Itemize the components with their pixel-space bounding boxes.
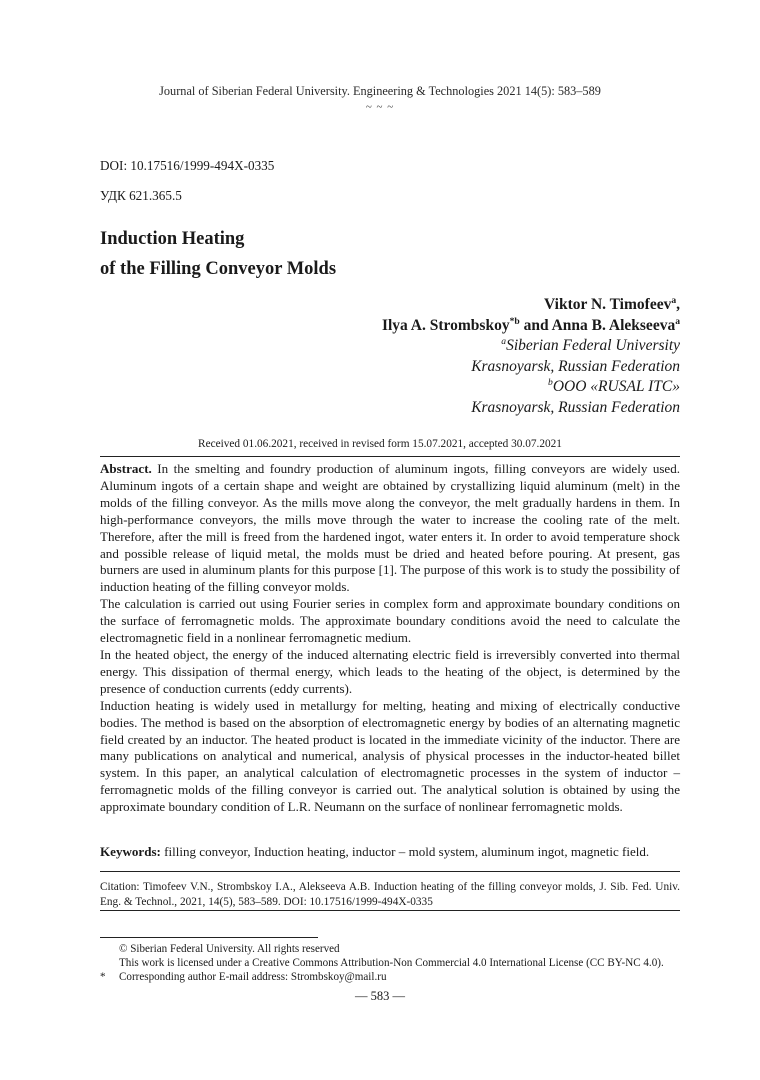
author-1: Viktor N. Timofeev [544,296,672,313]
affiliation-b-mark: b [548,376,553,388]
footnote-copyright [100,942,690,956]
doi: DOI: 10.17516/1999-494X-0335 [100,158,275,173]
udk-code: УДК 621.365.5 [100,188,182,203]
received-dates: Received 01.06.2021, received in revised form 15.07.2021, accepted 30.07.2021 [198,438,562,450]
abstract-label: Abstract. [100,461,152,476]
corresponding-author-email: Corresponding author E-mail address: Strombskoy@mail.ru [119,971,387,984]
affiliation-b-location: Krasnoyarsk, Russian Federation [471,398,680,416]
abstract-p1-text: In the smelting and foundry production of aluminum ingots, filling conveyors are widely used. Aluminum ingots of a certain shape and weight are obtained by crystallizing liquid aluminum (melt) in the molds of the filling conveyor. As the mills move along the conveyor, the melt gradually hardens in them. In high-performance conveyors, the mills move through the water to increase the cooling rate of the melt. Therefore, after the mill is freed from the hardened ingot, water enters it. In order to avoid temperature shock and possible release of liquid metal, the molds must be dried and heated before pouring. At present, gas burners are used in aluminum plants for this purpose [1]. The purpose of this work is to study the possibility of induction heating of the filling conveyor molds. [100,461,680,595]
author-1-affiliation-mark: a [671,294,677,306]
author-2-affiliation-mark: *b [509,315,520,327]
license-text: This work is licensed under a Creative Commons Attribution-Non Commercial 4.0 International License (CC BY-NC 4.0). [119,957,664,970]
abstract-paragraph-2: The calculation is carried out using Fourier series in complex form and approximate boundary conditions on the surface of ferromagnetic molds. The approximate boundary conditions avoid the need to calculate the electromagnetic field in a nonlinear ferromagnetic medium. [100,596,680,646]
journal-header: Journal of Siberian Federal University. Engineering & Technologies 2021 14(5): 583–589 [159,84,601,98]
author-block [382,295,680,418]
authors-line-1 [382,295,680,316]
affiliation-b-name: OOO «RUSAL ITC» [552,378,680,395]
keywords-text: filling conveyor, Induction heating, inductor – mold system, aluminum ingot, magnetic field. [160,844,650,859]
corresponding-mark: * [100,971,106,984]
article-title [100,224,336,284]
footnotes [100,942,690,985]
keywords-label: Keywords: [100,844,161,859]
affiliation-b [382,377,680,398]
header-separator: ~ ~ ~ [365,101,395,113]
affiliation-a [382,336,680,357]
author-1-comma: , [676,296,680,313]
affiliation-a-mark: a [501,335,507,347]
authors-line-2 [382,316,680,337]
page-number: — 583 — [355,989,405,1003]
author-conjunction: and [519,316,552,334]
author-3: Anna B. Alekseeva [551,316,676,334]
abstract-paragraph-3: In the heated object, the energy of the induced alternating electric field is irreversibly converted into thermal energy. This dissipation of thermal energy, which leads to the heating of the object, is determined by the presence of conduction currents (eddy currents). [100,646,680,696]
citation-bottom-rule [100,910,680,911]
abstract-top-rule [100,456,680,457]
abstract-paragraph-1 [100,461,680,596]
abstract-paragraph-4: Induction heating is widely used in metallurgy for melting, heating and mixing of electrically conductive bodies. The method is based on the absorption of electromagnetic energy by bodies of an alternating magnetic field created by an inductor. The heated product is located in the immediate vicinity of the inductor. There are many publications on analytical and numerical, analysis of physical processes in the inductor-heated billet system. In this paper, an analytical calculation of electromagnetic processes in the system of inductor – ferromagnetic molds of the filling conveyor is carried out. The analytical solution is obtained by using the approximate boundary condition of L.R. Neumann on the surface of nonlinear ferromagnetic molds. [100,697,680,815]
title-line-1: Induction Heating [100,229,245,249]
keywords [100,843,680,860]
abstract [100,461,680,816]
citation: Citation: Timofeev V.N., Strombskoy I.A., Alekseeva A.B. Induction heating of the filling conveyor molds, J. Sib. Fed. Univ. Eng. & Technol., 2021, 14(5), 583–589. DOI: 10.17516/1999-494X-0335 [100,881,680,908]
footnote-license [100,956,690,970]
author-3-affiliation-mark: a [675,315,680,327]
citation-top-rule [100,871,680,872]
footnote-corresponding [100,970,690,984]
affiliation-a-location: Krasnoyarsk, Russian Federation [471,357,680,375]
footnote-rule [100,937,318,938]
copyright-text: © Siberian Federal University. All rights reserved [119,943,340,955]
author-2: Ilya A. Strombskoy [381,316,510,334]
title-line-2: of the Filling Conveyor Molds [100,259,337,279]
affiliation-a-name: Siberian Federal University [506,337,680,354]
